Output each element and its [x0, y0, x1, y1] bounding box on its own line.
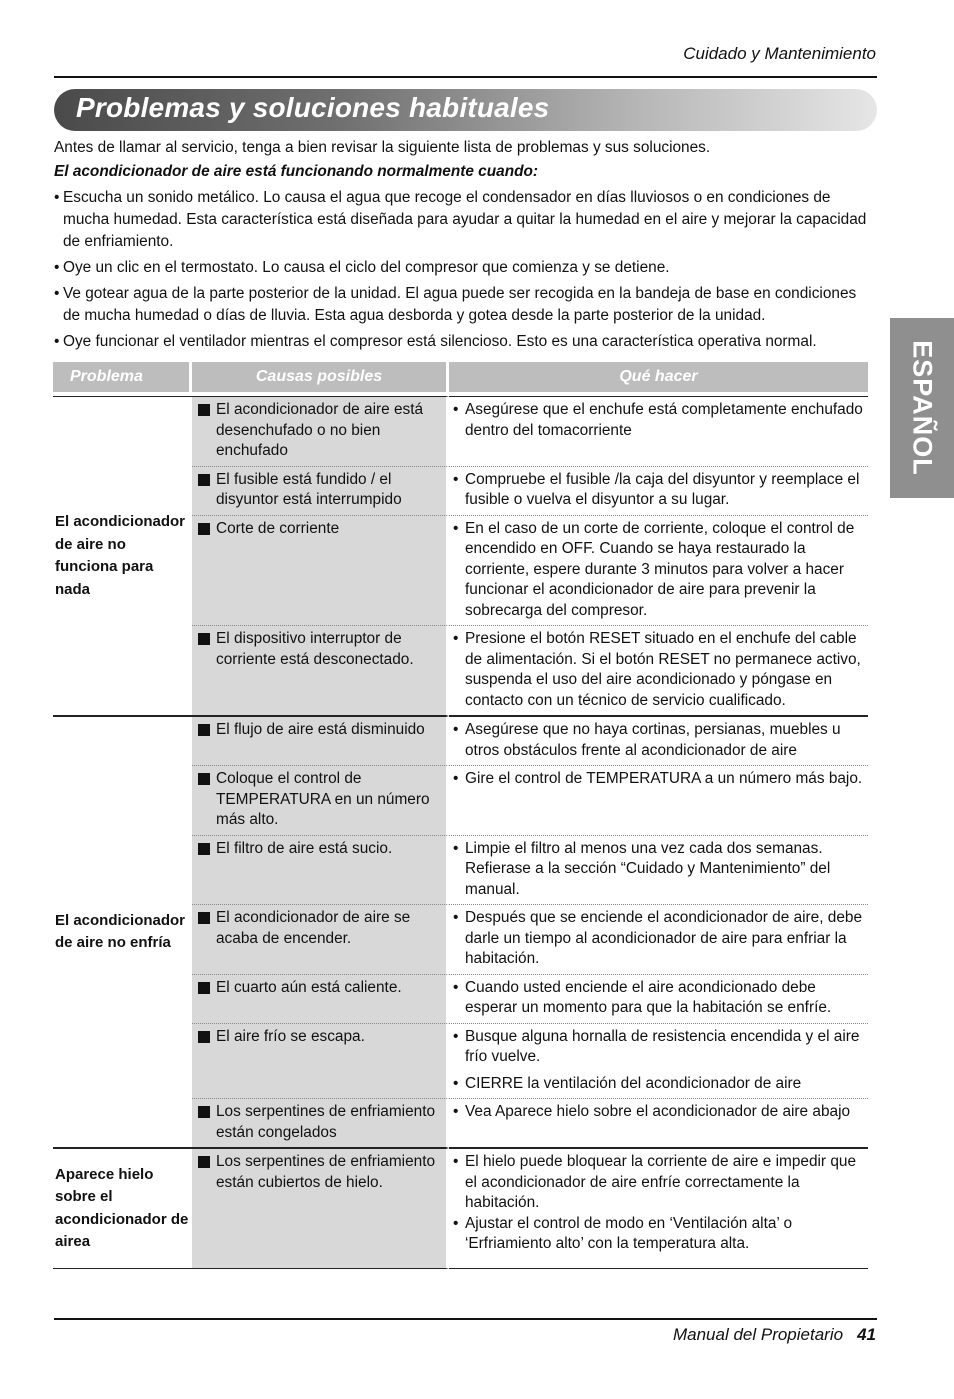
cause-cell [192, 904, 449, 974]
square-bullet-icon [198, 982, 210, 994]
solution-text: • Después que se enciende el acondicionador de aire, debe darle un tiempo al acondicionador de aire para enfriar la habitación. [453, 908, 864, 970]
cause-text: Los serpentines de enfriamiento están cubiertos de hielo. [216, 1153, 436, 1191]
normal-operation-item: • Escucha un sonido metálico. Lo causa el agua que recoge el condensador en días lluviosos o en condiciones de mucha humedad. Esta característica está diseñada para ayudar a quitar la humedad en el aire y mejorar la capacidad de enfriamiento. [54, 187, 874, 253]
page-title-bar [54, 89, 877, 131]
cause-cell [192, 1023, 449, 1099]
header-rule [54, 76, 877, 78]
column-header-solution: Qué hacer [449, 362, 868, 396]
cause-text: El flujo de aire está disminuido [216, 721, 425, 738]
normal-operation-item: • Oye funcionar el ventilador mientras el compresor está silencioso. Esto es una característica operativa normal. [54, 331, 874, 353]
problem-cell: El acondicionador de aire no funciona para nada [53, 396, 192, 716]
cause-text: Los serpentines de enfriamiento están congelados [216, 1103, 436, 1141]
cause-text: El cuarto aún está caliente. [216, 978, 402, 996]
solution-text: • Presione el botón RESET situado en el enchufe del cable de alimentación. Si el botón RESET no permanece activo, suspenda el uso del aire acondicionado y póngase en contacto con un técnico de servicio cualificado. [453, 629, 864, 711]
column-header-causes: Causas posibles [192, 362, 449, 396]
language-tab-label: ESPAÑOL [907, 340, 938, 476]
solution-cell [449, 396, 868, 466]
cause-text: El acondicionador de aire está desenchufado o no bien enchufado [216, 401, 424, 459]
solution-text: • Busque alguna hornalla de resistencia encendida y el aire frío vuelve. [453, 1027, 864, 1068]
square-bullet-icon [198, 1031, 210, 1043]
square-bullet-icon [198, 1106, 210, 1118]
solution-cell [449, 974, 868, 1023]
square-bullet-icon [198, 1156, 210, 1168]
cause-text: El aire frío se escapa. [216, 1027, 365, 1045]
cause-cell [192, 515, 449, 626]
square-bullet-icon [198, 773, 210, 785]
cause-text: El acondicionador de aire se acaba de encender. [216, 909, 411, 947]
solution-cell [449, 716, 868, 765]
column-header-problem: Problema [53, 362, 192, 396]
normal-operation-item: • Oye un clic en el termostato. Lo causa el ciclo del compresor que comienza y se detiene. [54, 257, 874, 279]
cause-cell [192, 466, 449, 515]
cause-text: El filtro de aire está sucio. [216, 839, 393, 857]
solution-text: • Asegúrese que no haya cortinas, persianas, muebles u otros obstáculos frente al acondicionador de aire [453, 720, 864, 761]
cause-cell [192, 716, 449, 765]
cause-cell [192, 974, 449, 1023]
solution-text: • Limpie el filtro al menos una vez cada dos semanas. Refierase a la sección “Cuidado y Mantenimiento” del manual. [453, 839, 864, 901]
normal-operation-item: • Ve gotear agua de la parte posterior de la unidad. El agua puede ser recogida en la bandeja de base en condiciones de mucha humedad o días de lluvia. Esta agua desborda y gotea desde la parte posterior de la unidad. [54, 283, 874, 327]
cause-cell [192, 765, 449, 835]
cause-text: Coloque el control de TEMPERATURA en un número más alto. [216, 770, 430, 828]
problem-cell: El acondicionador de aire no enfría [53, 716, 192, 1148]
solution-cell [449, 1148, 868, 1269]
solution-text: • CIERRE la ventilación del acondicionador de aire [453, 1074, 864, 1095]
square-bullet-icon [198, 523, 210, 535]
intro-section [54, 137, 874, 357]
table-header-row [53, 362, 868, 396]
footer-manual-title: Manual del Propietario [672, 1325, 844, 1344]
square-bullet-icon [198, 724, 210, 736]
page-title: Problemas y soluciones habituales [76, 92, 550, 123]
solution-text: • Cuando usted enciende el aire acondicionado debe esperar un momento para que la habitación se enfríe. [453, 978, 864, 1019]
problem-cell: Aparece hielo sobre el acondicionador de airea [53, 1148, 192, 1269]
square-bullet-icon [198, 912, 210, 924]
troubleshooting-table [53, 362, 868, 1269]
square-bullet-icon [198, 404, 210, 416]
solution-cell [449, 515, 868, 626]
solution-text: • Ajustar el control de modo en ‘Ventilación alta’ o ‘Erfriamiento alto’ con la temperatura alta. [453, 1214, 864, 1255]
cause-cell [192, 835, 449, 905]
solution-cell [449, 835, 868, 905]
cause-cell [192, 1148, 449, 1269]
cause-cell [192, 625, 449, 716]
normal-operation-list [54, 187, 874, 353]
solution-text: • En el caso de un corte de corriente, coloque el control de encendido en OFF. Cuando se haya restaurado la corriente, espere durante 3 minutos para volver a hacer funcionar el acondicionador de aire para prevenir la sobrecarga del compresor. [453, 519, 864, 622]
solution-cell [449, 1023, 868, 1099]
solution-cell [449, 904, 868, 974]
intro-subheading: El acondicionador de aire está funcionando normalmente cuando: [54, 163, 539, 180]
solution-text: • Asegúrese que el enchufe está completamente enchufado dentro del tomacorriente [453, 400, 864, 441]
cause-text: El dispositivo interruptor de corriente está desconectado. [216, 630, 414, 668]
table-row [53, 396, 868, 466]
page-footer [673, 1325, 876, 1345]
footer-rule [54, 1318, 877, 1320]
solution-cell [449, 625, 868, 716]
solution-cell [449, 466, 868, 515]
table-row [53, 716, 868, 765]
intro-lead: Antes de llamar al servicio, tenga a bien revisar la siguiente lista de problemas y sus soluciones. [54, 139, 711, 156]
solution-cell [449, 1098, 868, 1148]
cause-cell [192, 396, 449, 466]
page-number: 41 [857, 1325, 876, 1344]
solution-text: • Compruebe el fusible /la caja del disyuntor y reemplace el fusible o vuelva el disyuntor a su lugar. [453, 470, 864, 511]
cause-cell [192, 1098, 449, 1148]
solution-cell [449, 765, 868, 835]
square-bullet-icon [198, 474, 210, 486]
solution-text: • El hielo puede bloquear la corriente de aire e impedir que el acondicionador de aire enfríe correctamente la habitación. [453, 1152, 864, 1214]
square-bullet-icon [198, 633, 210, 645]
table-row [53, 1148, 868, 1269]
solution-text: • Vea Aparece hielo sobre el acondicionador de aire abajo [453, 1102, 864, 1123]
square-bullet-icon [198, 843, 210, 855]
language-tab [890, 318, 954, 498]
section-title: Cuidado y Mantenimiento [683, 44, 876, 63]
cause-text: Corte de corriente [216, 519, 340, 537]
solution-text: • Gire el control de TEMPERATURA a un número más bajo. [453, 769, 864, 790]
cause-text: El fusible está fundido / el disyuntor está interrumpido [216, 470, 402, 508]
